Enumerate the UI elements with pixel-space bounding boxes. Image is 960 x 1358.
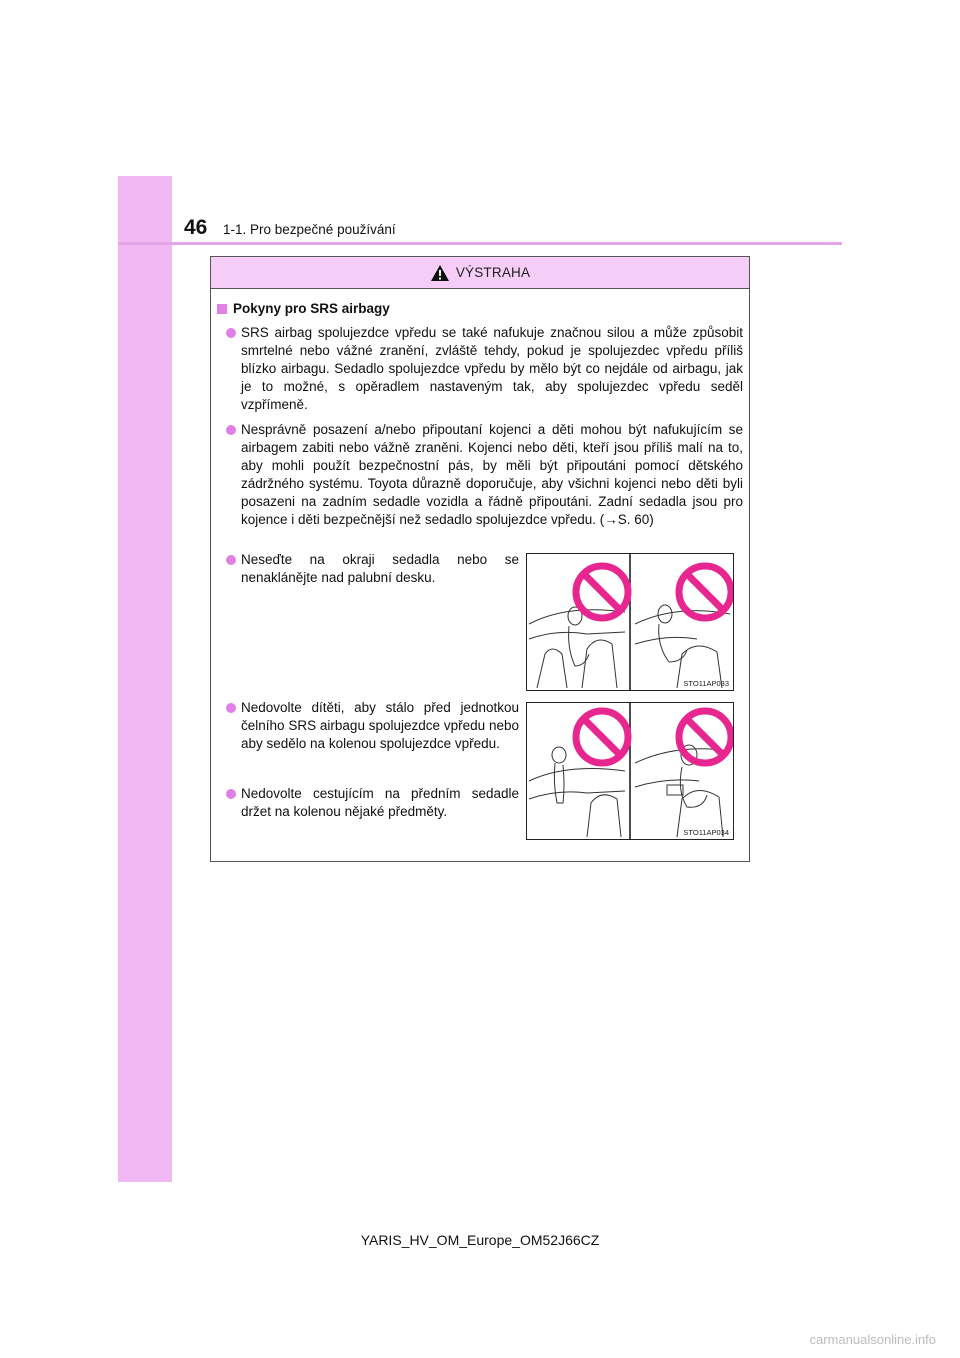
- square-bullet-icon: [217, 304, 227, 314]
- warning-content: [211, 289, 749, 861]
- page-number: 46: [184, 216, 208, 239]
- bullet-text: Neseďte na okraji sedadla nebo se nenaklánějte nad palubní desku.: [241, 552, 519, 585]
- bullet-text: Nedovolte cestujícím na předním sedadle držet na kolenou nějaké předměty.: [241, 786, 519, 819]
- bullet-dot-icon: [226, 789, 236, 799]
- illustration-code: STO11AP034: [683, 828, 729, 837]
- bullet-dot-icon: [226, 555, 236, 565]
- warning-triangle-icon: [430, 264, 450, 282]
- warning-heading: [217, 301, 390, 316]
- bullet-text: Nedovolte dítěti, aby stálo před jednotkou čelního SRS airbagu spolujezdce vpředu nebo aby sedělo na kolenou spolujezdce vpředu.: [241, 700, 519, 751]
- footer-doc-id: YARIS_HV_OM_Europe_OM52J66CZ: [360, 1232, 600, 1248]
- bullet-dot-icon: [226, 425, 236, 435]
- bullet-item: [241, 324, 743, 414]
- seat-illustration-icon: [527, 554, 733, 690]
- illustration-code: STO11AP033: [683, 679, 729, 688]
- warning-title: VÝSTRAHA: [455, 265, 531, 280]
- bullet-text: Nesprávně posazení a/nebo připoutaní kojenci a děti mohou být nafukujícím se airbagem zabiti nebo vážně zraněni. Kojenci nebo děti, kteří jsou příliš malí na to, aby mohli použít bezpečnostní pás, by měli být připoutáni pomocí dětského zádržného systému. Toyota důrazně doporučuje, aby všichni kojenci nebo děti byli posazeni na zadním sedadle vozidla a řádně připoutáni. Zadní sedadla jsou pro kojence i děti bezpečnější než sedadlo spolujezdce vpředu. (→S. 60): [241, 422, 743, 527]
- seat-illustration-icon: [527, 703, 733, 839]
- bullet-item: [241, 551, 519, 587]
- bullet-dot-icon: [226, 703, 236, 713]
- header-rule: [118, 242, 842, 245]
- illustration-leaning-forward: [526, 553, 734, 691]
- side-band: [118, 176, 172, 1182]
- section-title: 1-1. Pro bezpečné používání: [223, 222, 396, 237]
- illustration-child-airbag: [526, 702, 734, 840]
- warning-heading-text: Pokyny pro SRS airbagy: [233, 301, 390, 316]
- bullet-item: [241, 421, 743, 529]
- bullet-dot-icon: [226, 328, 236, 338]
- bullet-item: [241, 699, 519, 753]
- bullet-text: SRS airbag spolujezdce vpředu se také nafukuje značnou silou a může způsobit smrtelné nebo vážné zranění, zvláště tehdy, pokud je spolujezdec vpředu příliš blízko airbagu. Sedadlo spolujezdce vpředu by mělo být co nejdále od airbagu, jak je to možné, s opěradlem nastaveným tak, aby spolujezdec vpředu seděl vzpřímeně.: [241, 325, 743, 412]
- warning-box: [210, 256, 750, 862]
- warning-header: [211, 257, 749, 289]
- watermark: carmanualsonline.info: [809, 1332, 936, 1347]
- bullet-item: [241, 785, 519, 821]
